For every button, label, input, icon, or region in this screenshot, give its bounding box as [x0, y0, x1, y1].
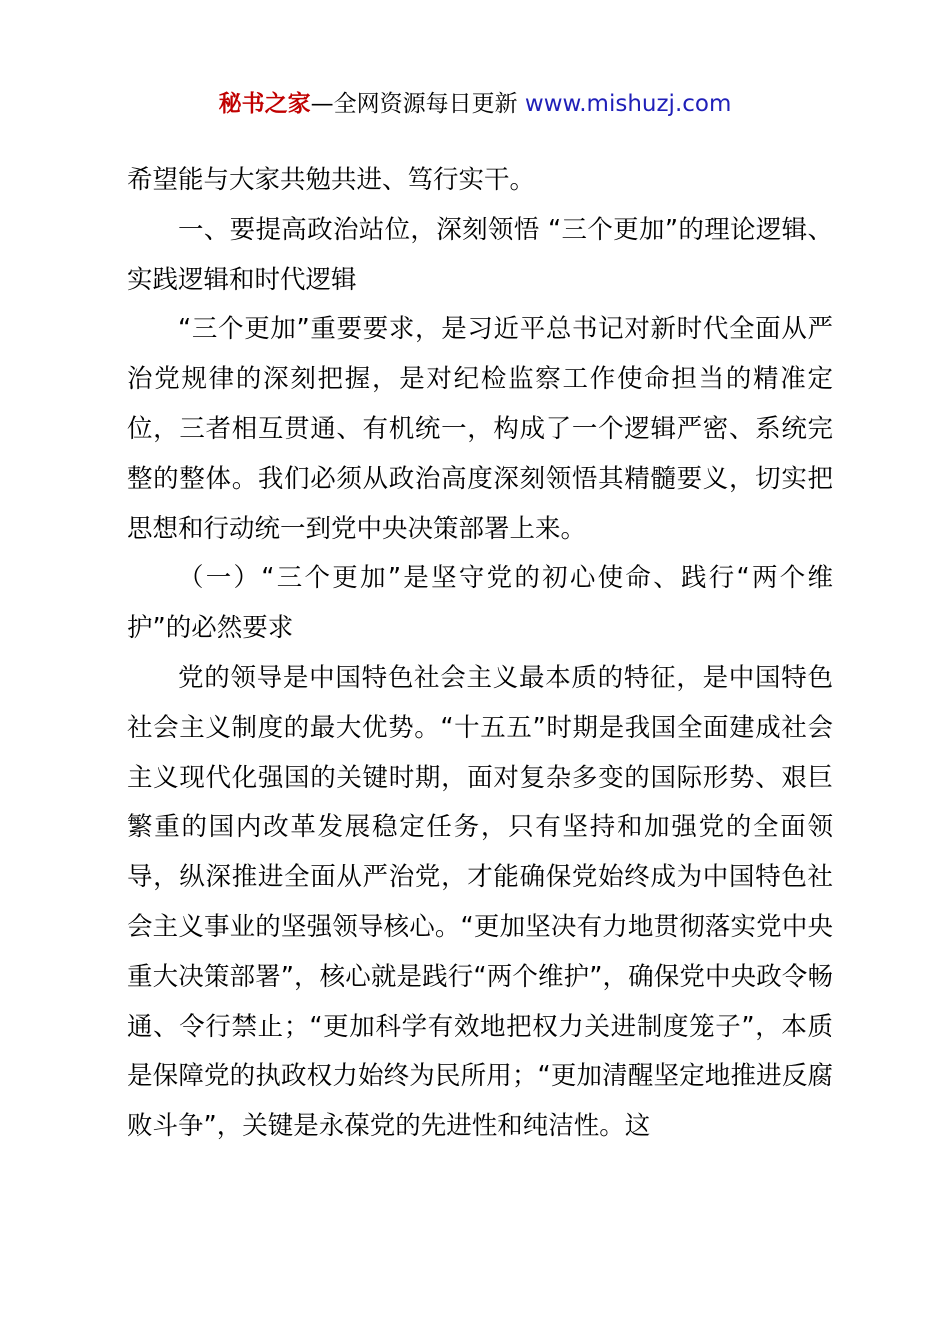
site-url-link[interactable]: www.mishuzj.com — [524, 91, 732, 117]
paragraph: 党的领导是中国特色社会主义最本质的特征，是中国特色社会主义制度的最大优势。“十五五”时期是我国全面建成社会主义现代化强国的关键时期，面对复杂多变的国际形势、艰巨繁重的国内改革发展稳定任务，只有坚持和加强党的全面领导，纵深推进全面从严治党，才能确保党始终成为中国特色社会主义事业的坚强领导核心。“更加坚决有力地贯彻落实党中央重大决策部署”，核心就是践行“两个维护”，确保党中央政令畅通、令行禁止；“更加科学有效地把权力关进制度笼子”，本质是保障党的执政权力始终为民所用；“更加清醒坚定地推进反腐败斗争”，关键是永葆党的先进性和纯洁性。这 — [127, 662, 833, 1142]
brand-name: 秘书之家 — [218, 91, 311, 117]
paragraph: “三个更加”重要要求，是习近平总书记对新时代全面从严治党规律的深刻把握，是对纪检监察工作使命担当的精准定位，三者相互贯通、有机统一，构成了一个逻辑严密、系统完整的整体。我们必须从政治高度深刻领悟其精髓要义，切实把思想和行动统一到党中央决策部署上来。 — [127, 314, 833, 544]
paragraph-continuation: 希望能与大家共勉共进、笃行实干。 — [127, 165, 536, 195]
page-header — [0, 86, 950, 122]
document-body — [127, 156, 833, 1152]
subsection-heading: （一）“三个更加”是坚守党的初心使命、践行“两个维护”的必然要求 — [127, 563, 833, 644]
header-tagline: —全网资源每日更新 — [310, 91, 518, 117]
section-heading: 一、要提高政治站位，深刻领悟 “三个更加”的理论逻辑、实践逻辑和时代逻辑 — [127, 214, 833, 295]
